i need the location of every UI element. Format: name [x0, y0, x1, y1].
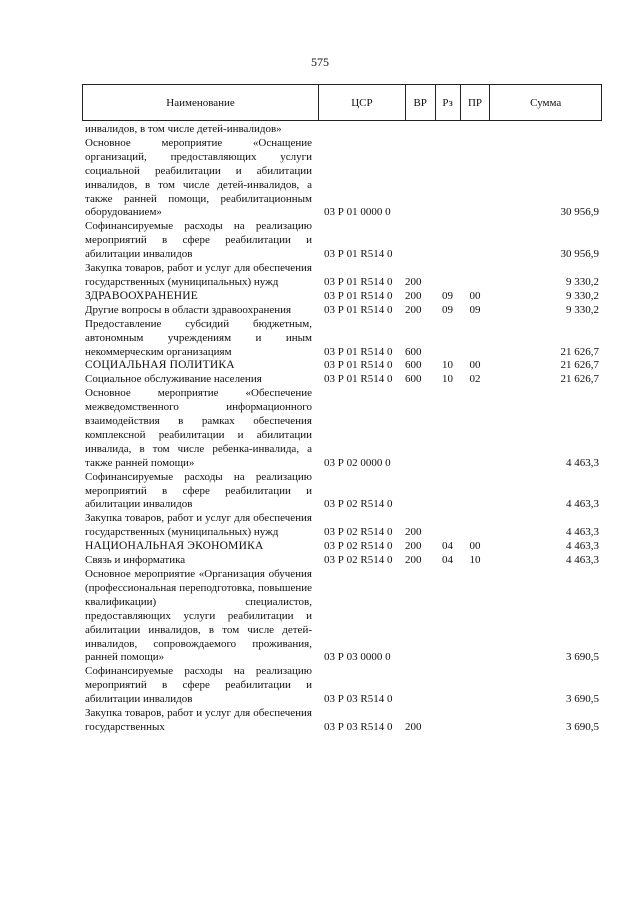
cell-name: Социальное обслуживание населения: [85, 373, 262, 386]
cell-csr: 03 Р 01 R514 0: [324, 303, 393, 316]
cell-vr: 200: [405, 289, 422, 302]
cell-pr: 00: [469, 289, 481, 302]
cell-rz: 09: [442, 289, 453, 302]
cell-pr: 09: [469, 303, 481, 316]
header-sum: Сумма: [489, 85, 601, 120]
cell-name: Софинансируемые расходы на реализацию мероприятий в сфере реабилитации и абилитации инвалидов: [85, 665, 312, 706]
table-row: [82, 262, 602, 290]
table-row: [82, 471, 602, 513]
cell-name: Закупка товаров, работ и услуг для обеспечения государственных (муниципальных) нужд: [85, 262, 312, 288]
cell-name: Основное мероприятие «Организация обучения (профессиональная переподготовка, повышение квалификации) специалистов, предоставляющих услуги реабилитации и абилитации инвалидов, в том числе детей-инвалидов, сопровождаемого проживания, ранней помощи»: [85, 568, 312, 664]
cell-vr: 600: [405, 345, 422, 358]
cell-csr: 03 Р 03 0000 0: [324, 651, 391, 664]
cell-vr: 600: [405, 359, 422, 372]
cell-csr: 03 Р 02 R514 0: [324, 554, 393, 567]
cell-csr: 03 Р 03 R514 0: [324, 693, 393, 706]
cell-sum: 30 956,9: [560, 248, 599, 261]
cell-name: Предоставление субсидий бюджетным, автономным учреждениям и иным некоммерческим организациям: [85, 317, 312, 358]
header-pr: ПР: [460, 85, 490, 120]
cell-sum: 30 956,9: [560, 206, 599, 219]
cell-csr: 03 Р 01 R514 0: [324, 275, 393, 288]
cell-name: Закупка товаров, работ и услуг для обеспечения государственных: [85, 707, 312, 733]
cell-name: Другие вопросы в области здравоохранения: [85, 303, 292, 316]
cell-name: НАЦИОНАЛЬНАЯ ЭКОНОМИКА: [85, 540, 264, 553]
cell-sum: 3 690,5: [566, 720, 599, 733]
cell-sum: 9 330,2: [566, 289, 599, 302]
cell-csr: 03 Р 01 R514 0: [324, 345, 393, 358]
cell-sum: 4 463,3: [566, 456, 599, 469]
header-rz: Рз: [435, 85, 460, 120]
table-row: [82, 568, 602, 665]
cell-pr: 00: [469, 540, 481, 553]
cell-csr: 03 Р 01 R514 0: [324, 248, 393, 261]
cell-sum: 4 463,3: [566, 554, 599, 567]
cell-name: Связь и информатика: [85, 554, 186, 567]
cell-vr: 200: [405, 303, 422, 316]
cell-vr: 200: [405, 720, 422, 733]
cell-name: Софинансируемые расходы на реализацию мероприятий в сфере реабилитации и абилитации инвалидов: [85, 470, 312, 511]
cell-csr: 03 Р 02 R514 0: [324, 498, 393, 511]
cell-vr: 200: [405, 526, 422, 539]
page-number: 575: [311, 55, 329, 69]
cell-csr: 03 Р 03 R514 0: [324, 720, 393, 733]
cell-csr: 03 Р 02 0000 0: [324, 456, 391, 469]
cell-vr: 200: [405, 540, 422, 553]
table-row: [82, 304, 602, 318]
cell-rz: 04: [442, 554, 453, 567]
cell-name: Софинансируемые расходы на реализацию мероприятий в сфере реабилитации и абилитации инвалидов: [85, 220, 312, 261]
cell-csr: 03 Р 02 R514 0: [324, 526, 393, 539]
cell-sum: 3 690,5: [566, 651, 599, 664]
table-row: [82, 220, 602, 262]
header-vr: ВР: [405, 85, 435, 120]
table-row: [82, 290, 602, 304]
cell-sum: 21 626,7: [560, 373, 599, 386]
cell-name: Основное мероприятие «Обеспечение межведомственного информационного взаимодействия в рамках обеспечения комплексной реабилитации и абилитации инвалида, в том числе ребенка-инвалида, а также ранней помощи»: [85, 387, 312, 469]
cell-sum: 3 690,5: [566, 693, 599, 706]
table-row: [82, 137, 602, 220]
table-row: [82, 318, 602, 360]
cell-csr: 03 Р 02 R514 0: [324, 540, 393, 553]
table-row: [82, 665, 602, 707]
cell-name: ЗДРАВООХРАНЕНИЕ: [85, 289, 199, 302]
cell-name: Закупка товаров, работ и услуг для обеспечения государственных (муниципальных) нужд: [85, 512, 312, 539]
cell-csr: 03 Р 01 R514 0: [324, 373, 393, 386]
cell-sum: 4 463,3: [566, 526, 599, 539]
cell-rz: 04: [442, 540, 453, 553]
cell-vr: 200: [405, 275, 422, 288]
table-row: [82, 707, 602, 735]
cell-sum: 9 330,2: [566, 303, 599, 316]
table-row: [82, 540, 602, 554]
table-header: [82, 84, 602, 121]
cell-rz: 10: [442, 373, 453, 386]
table-row: [82, 123, 602, 137]
cell-rz: 09: [442, 303, 453, 316]
table-body: [82, 123, 602, 735]
cell-sum: 21 626,7: [560, 345, 599, 358]
cell-name: СОЦИАЛЬНАЯ ПОЛИТИКА: [85, 359, 235, 372]
header-csr: ЦСР: [318, 85, 405, 120]
cell-vr: 200: [405, 554, 422, 567]
table-row: [82, 554, 602, 568]
table-row: [82, 359, 602, 373]
cell-name: Основное мероприятие «Оснащение организаций, предоставляющих услуги социальной реабилитации и абилитации инвалидов, в том числе детей-инвалидов, а также ранней помощи, реабилитационным оборудованием»: [85, 136, 312, 219]
cell-vr: 600: [405, 373, 422, 386]
cell-name: инвалидов, в том числе детей-инвалидов»: [85, 123, 282, 135]
table-row: [82, 373, 602, 387]
cell-sum: 4 463,3: [566, 498, 599, 511]
cell-pr: 02: [469, 373, 481, 386]
cell-sum: 9 330,2: [566, 275, 599, 288]
table-row: [82, 512, 602, 540]
cell-csr: 03 Р 01 R514 0: [324, 289, 393, 302]
cell-pr: 10: [469, 554, 481, 567]
cell-sum: 21 626,7: [560, 359, 599, 372]
table-row: [82, 387, 602, 470]
cell-sum: 4 463,3: [566, 540, 599, 553]
cell-pr: 00: [469, 359, 481, 372]
cell-csr: 03 Р 01 0000 0: [324, 206, 391, 219]
header-name: Наименование: [166, 96, 235, 109]
cell-rz: 10: [442, 359, 453, 372]
cell-csr: 03 Р 01 R514 0: [324, 359, 393, 372]
